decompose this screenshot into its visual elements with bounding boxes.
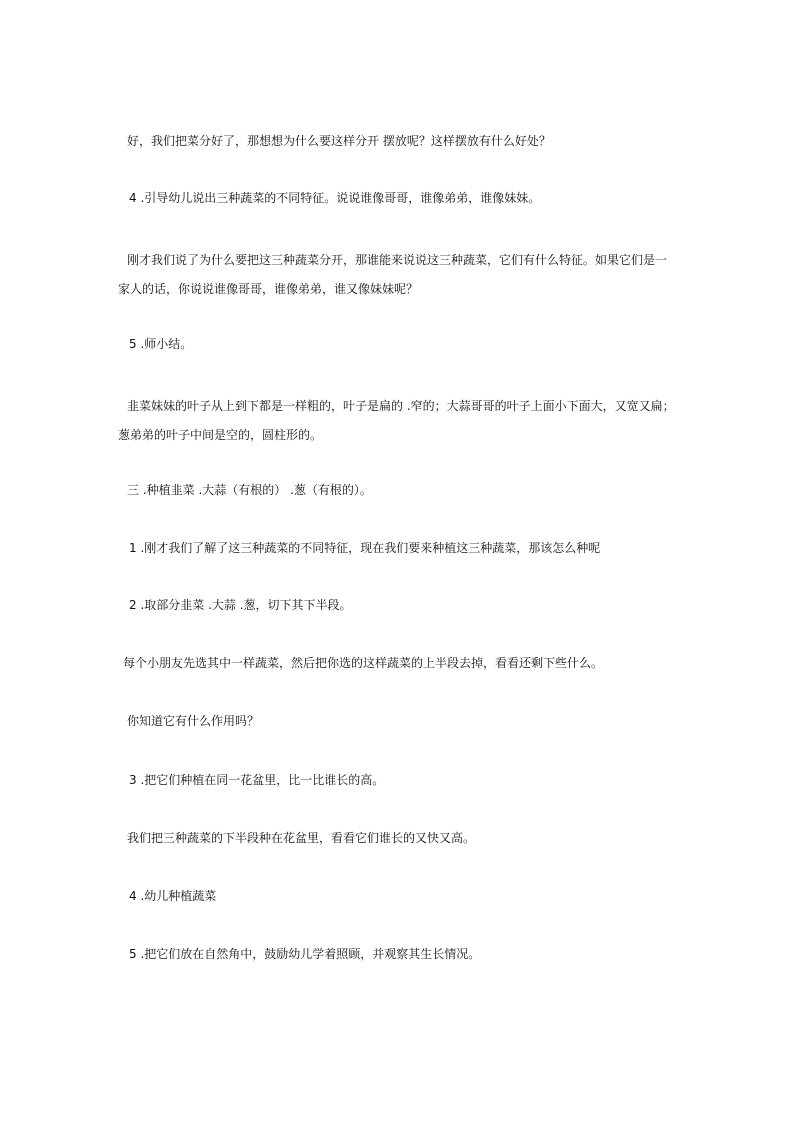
text-line: 家人的话，你说说谁像哥哥，谁像弟弟，谁又像妹妹呢？ bbox=[118, 282, 419, 296]
paragraph-step-5-nature-corner bbox=[129, 945, 480, 963]
paragraph-step-4-children-plant bbox=[129, 887, 216, 905]
text-line: 5 .师小结。 bbox=[129, 337, 193, 351]
paragraph-step-1-planting bbox=[129, 539, 600, 557]
paragraph-plant-in-pot bbox=[127, 829, 475, 847]
text-line: 刚才我们说了为什么要把这三种蔬菜分开，那谁能来说说这三种蔬菜，它们有什么特征。如果它们是一 bbox=[127, 253, 668, 267]
paragraph-step-3-pot bbox=[129, 771, 384, 789]
text-line: 4 .引导幼儿说出三种蔬菜的不同特征。说说谁像哥哥，谁像弟弟，谁像妹妹。 bbox=[129, 191, 541, 205]
text-line: 1 .刚才我们了解了这三种蔬菜的不同特征，现在我们要来种植这三种蔬菜，那该怎么种呢 bbox=[129, 541, 601, 555]
paragraph-step-5-summary-title bbox=[129, 335, 192, 353]
text-line: 3 .把它们种植在同一花盆里，比一比谁长的高。 bbox=[129, 773, 385, 787]
paragraph-summary-content bbox=[118, 392, 675, 450]
text-line: 三 .种植韭菜 .大蒜（有根的） .葱（有根的）。 bbox=[127, 483, 372, 497]
text-line: 每个小朋友先选其中一样蔬菜，然后把你选的这样蔬菜的上半段去掉，看看还剩下些什么。 bbox=[123, 656, 604, 670]
section-3-heading bbox=[127, 481, 372, 499]
paragraph-function-question bbox=[127, 712, 259, 730]
text-line: 韭菜妹妹的叶子从上到下都是一样粗的，叶子是扁的 .窄的；大蒜哥哥的叶子上面小下面大，又宽又扁； bbox=[127, 399, 675, 413]
paragraph-sorting-question bbox=[127, 132, 551, 150]
paragraph-step-4-features bbox=[129, 189, 540, 207]
text-line: 4 .幼儿种植蔬菜 bbox=[129, 889, 217, 903]
text-line: 我们把三种蔬菜的下半段种在花盆里，看看它们谁长的又快又高。 bbox=[127, 831, 476, 845]
text-line: 2 .取部分韭菜 .大蒜 .葱，切下其下半段。 bbox=[129, 598, 352, 612]
text-line: 5 .把它们放在自然角中，鼓励幼儿学着照顾，并观察其生长情况。 bbox=[129, 947, 481, 961]
paragraph-step-2-cut bbox=[129, 596, 352, 614]
text-line: 好，我们把菜分好了，那想想为什么要这样分开 摆放呢？这样摆放有什么好处？ bbox=[127, 134, 551, 148]
paragraph-family-question bbox=[118, 246, 667, 304]
paragraph-choose-vegetable bbox=[123, 654, 603, 672]
text-line: 你知道它有什么作用吗？ bbox=[127, 714, 260, 728]
text-line: 葱弟弟的叶子中间是空的，圆柱形的。 bbox=[118, 428, 323, 442]
